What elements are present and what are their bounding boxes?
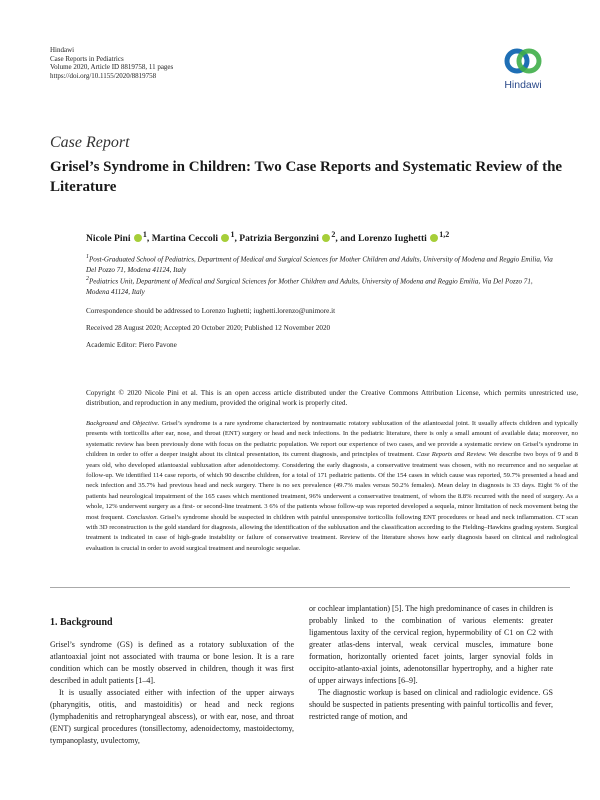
author-affiliation-mark: 1 [230,230,235,239]
affiliation-text: Post-Graduated School of Pediatrics, Department of Medical and Surgical Sciences for Mother Children and Adults, University of Modena and Reggio Emilia, Via Del Pozzo 71, Modena 41124, Italy [86,255,553,274]
orcid-icon[interactable] [221,234,229,242]
body-column-left [50,639,294,747]
abstract-cases-label: Case Reports and Review. [416,451,487,459]
publisher-name: Hindawi [50,46,75,54]
abstract-cases-text: We describe two boys of 9 and 8 years old, who developed atlantoaxial subluxation after adenoidectomy. Considering the early diagnosis, a conservative treatment was chosen, with no recurrence and no sequelae at follow-up. We identified 114 case reports, of which 90 describe children, for a total of 171 pediatric patients. Of the 154 cases in which cause was reported, 59.7% presented a head and neck infection and 35.7% had previous head and neck surgery. There is no sex prevalence (49.7% males versus 50.2% females). Mean delay in diagnosis is 33 days. Eight % of the patients had neurological impairment of the 165 cases which mentioned treatment, 96% underwent a conservative treatment, of whom the 8.8% recurred with the need of surgery. As a whole, 12% underwent surgery as a first- or second-line treatment. 3 6% of the patients whose follow-up was reported developed a sequela, minor limitation of neck movement being the most frequent. [86,451,578,521]
journal-header [50,46,173,80]
paragraph: The diagnostic workup is based on clinical and radiologic evidence. GS should be suspected in patients presenting with painful torticollis and fever, restricted range of motion, and [309,688,553,721]
affiliation-2 [86,274,556,297]
article-title: Grisel’s Syndrome in Children: Two Case Reports and Systematic Review of the Literature [50,159,563,195]
article-dates: Received 28 August 2020; Accepted 20 October 2020; Published 12 November 2020 [86,324,331,332]
copyright-notice: Copyright © 2020 Nicole Pini et al. This is an open access article distributed under the Creative Commons Attribution License, which permits unrestricted use, distribution, and reproduction in any medium, provided the original work is properly cited. [86,389,578,408]
affiliation-1 [86,252,556,275]
author-affiliation-mark: 2 [331,230,336,239]
affiliation-text: Pediatrics Unit, Department of Medical and Surgical Sciences for Mother Children and Adults, University of Modena and Reggio Emilia, Via Del Pozzo 71, Modena 41124, Italy [86,277,533,296]
journal-name: Case Reports in Pediatrics [50,54,124,63]
author-affiliation-mark: 1 [142,230,147,239]
article-type: Case Report [50,134,130,151]
orcid-icon[interactable] [322,234,330,242]
author-name: Martina Ceccoli [151,233,219,245]
orcid-icon[interactable] [134,234,142,242]
logo-text: Hindawi [504,79,542,91]
abstract-conclusion-text: Grisel’s syndrome should be suspected in children with painful unresponsive torticollis following ENT procedures or head and neck inflammation. CT scan with 3D reconstruction is the gold standard for diagnosis, allowing the identification of the subluxation and the classification according to the Fielding–Hawkins grading system. Surgical treatment is indicated in case of high-grade instability or failure of conservative treatment. Review of the literature shows how early diagnosis based on clinical and radiological evaluation is crucial in order to avoid surgical treatment and neurologic sequelae. [86,513,578,552]
paragraph: or cochlear implantation) [5]. The high predominance of cases in children is probably linked to the combination of various elements: greater ligamentous laxity of the cervical region, hypermobility of C1 on C2 with greater atlas-dens interval, weak cervical muscles, immature bone formation, horizontally oriented facet joints, larger synovial folds in occipito-atlanto-axial joints, adenotonsillar hypertrophy, and a higher rate of upper airways infections [6–9]. [309,604,553,685]
abstract-background-label: Background and Objective. [86,420,160,427]
paragraph: It is usually associated either with infection of the upper airways (pharyngitis, otitis, and mastoiditis) or head and neck regions (lymphadenitis and retropharyngeal abscess), or with ear, nose, and throat (ENT) surgical procedures (tonsillectomy, adenoidectomy, mastoidectomy, tympanoplasty, uvulectomy, [50,688,294,745]
author-list: Nicole Pini $^1$, Martina Ceccoli $^1$, Patrizia Bergonzini $^2$, and Lorenzo Iughetti $^{1,2}$ [86,230,450,245]
affiliation-mark: 1 [86,254,89,260]
abstract-conclusion-label: Conclusion. [126,513,159,521]
volume-info: Volume 2020, Article ID 8819758, 11 pages [50,63,174,72]
hindawi-logo [494,44,552,91]
orcid-icon[interactable] [430,234,438,242]
author-affiliation-mark: 1,2 [439,230,450,239]
hindawi-logo-icon [503,44,543,78]
paragraph: Grisel’s syndrome (GS) is defined as a rotatory subluxation of the atlantoaxial joint not associated with trauma or bone lesion. It is a rare condition which can be mostly observed in children, though it was first described in adult patients [1–4]. [50,640,294,685]
affiliation-mark: 2 [86,276,89,282]
body-column-right [309,603,553,723]
academic-editor: Academic Editor: Piero Pavone [86,341,177,349]
author-name: Nicole Pini [86,233,131,245]
author-name: Lorenzo Iughetti [358,233,427,245]
abstract-background-text: Grisel’s syndrome is a rare syndrome characterized by nontraumatic rotatory subluxation of the atlantoaxial joint. It usually affects children and typically presents with torticollis after ear, nose, and throat (ENT) surgery or head and neck infections. In the pediatric literature, there is only a small amount of available data; moreover, no systematic review has been previously done with focus on the pediatric population. We report our experience of two cases, and we provide a systematic review on Grisel’s syndrome in children in order to offer a deeper insight about its clinical presentation, its current diagnosis, and principles of treatment. [86,420,578,459]
author-name: Patrizia Bergonzini [239,233,319,245]
doi-link[interactable]: https://doi.org/10.1155/2020/8819758 [50,71,157,80]
abstract [86,419,578,554]
correspondence: Correspondence should be addressed to Lorenzo Iughetti; iughetti.lorenzo@unimore.it [86,307,336,315]
section-heading: 1. Background [50,617,113,628]
section-divider [50,587,570,588]
